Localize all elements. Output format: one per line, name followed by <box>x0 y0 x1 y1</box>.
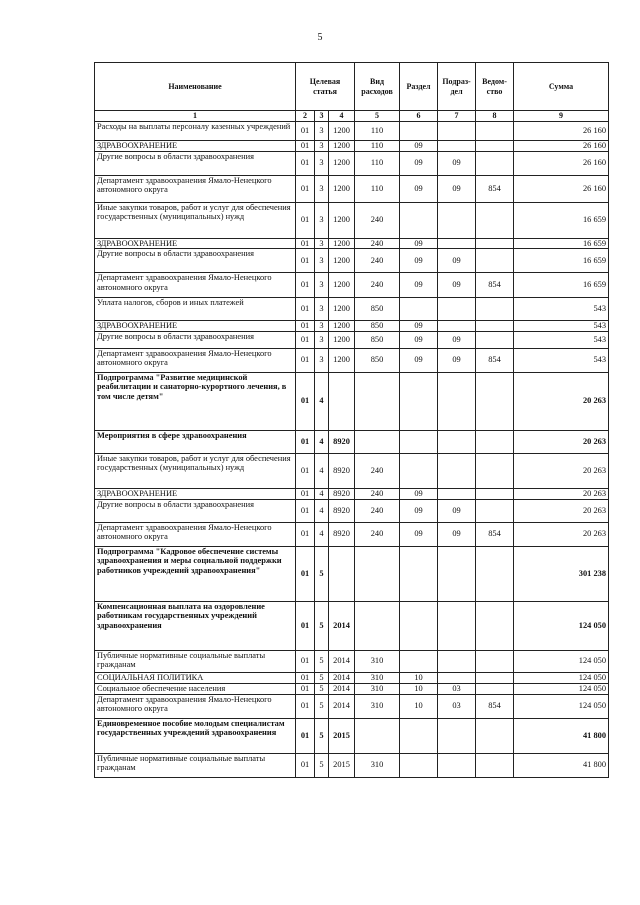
cell-section: 09 <box>400 151 438 175</box>
cell-subsection <box>438 372 476 430</box>
cell-subsection <box>438 430 476 453</box>
cell-subsection <box>438 238 476 249</box>
table-row <box>95 488 609 499</box>
column-number: 4 <box>329 111 355 122</box>
cell-subprogram: 3 <box>315 151 329 175</box>
cell-department <box>476 430 514 453</box>
cell-sum: 124 050 <box>514 694 609 718</box>
cell-subprogram: 3 <box>315 140 329 151</box>
cell-section: 09 <box>400 331 438 348</box>
cell-direction: 8920 <box>329 499 355 522</box>
cell-subsection <box>438 672 476 683</box>
cell-direction <box>329 372 355 430</box>
cell-subprogram: 4 <box>315 430 329 453</box>
cell-program: 01 <box>296 650 315 672</box>
cell-department <box>476 546 514 601</box>
cell-expense-type: 310 <box>355 672 400 683</box>
table-row <box>95 151 609 175</box>
cell-sum: 124 050 <box>514 601 609 650</box>
table-row <box>95 372 609 430</box>
cell-department <box>476 238 514 249</box>
cell-department <box>476 121 514 140</box>
column-number: 2 <box>296 111 315 122</box>
cell-subsection <box>438 753 476 777</box>
cell-sum: 16 659 <box>514 238 609 249</box>
cell-department <box>476 650 514 672</box>
cell-subsection <box>438 298 476 321</box>
column-number: 7 <box>438 111 476 122</box>
cell-program: 01 <box>296 372 315 430</box>
cell-sum: 26 160 <box>514 175 609 202</box>
cell-department <box>476 140 514 151</box>
cell-department <box>476 202 514 238</box>
cell-subprogram: 4 <box>315 372 329 430</box>
cell-direction: 2015 <box>329 718 355 753</box>
cell-section <box>400 601 438 650</box>
table-row <box>95 683 609 694</box>
cell-name: Социальное обеспечение населения <box>95 683 296 694</box>
cell-subprogram: 5 <box>315 683 329 694</box>
cell-section: 09 <box>400 488 438 499</box>
cell-department <box>476 499 514 522</box>
column-number: 3 <box>315 111 329 122</box>
header-target: Целевая статья <box>296 63 355 111</box>
header-name: Наименование <box>95 63 296 111</box>
header-department: Ведом-ство <box>476 63 514 111</box>
cell-subsection: 09 <box>438 273 476 298</box>
cell-name: Подпрограмма "Развитие медицинской реабилитации и санаторно-курортного лечения, в том числе детям" <box>95 372 296 430</box>
cell-section <box>400 430 438 453</box>
cell-section <box>400 121 438 140</box>
cell-subsection: 03 <box>438 694 476 718</box>
column-number: 5 <box>355 111 400 122</box>
cell-direction: 1200 <box>329 298 355 321</box>
cell-expense-type: 110 <box>355 151 400 175</box>
cell-program: 01 <box>296 121 315 140</box>
cell-department <box>476 249 514 273</box>
cell-expense-type: 110 <box>355 140 400 151</box>
cell-name: ЗДРАВООХРАНЕНИЕ <box>95 321 296 332</box>
cell-section: 09 <box>400 249 438 273</box>
cell-expense-type: 240 <box>355 273 400 298</box>
cell-direction: 1200 <box>329 151 355 175</box>
cell-name: Уплата налогов, сборов и иных платежей <box>95 298 296 321</box>
cell-program: 01 <box>296 249 315 273</box>
cell-department: 854 <box>476 694 514 718</box>
table-row <box>95 321 609 332</box>
cell-program: 01 <box>296 522 315 546</box>
cell-section <box>400 453 438 488</box>
cell-section <box>400 650 438 672</box>
cell-subsection <box>438 718 476 753</box>
cell-name: Иные закупки товаров, работ и услуг для обеспечения государственных (муниципальных) нужд <box>95 202 296 238</box>
cell-subsection: 09 <box>438 499 476 522</box>
cell-expense-type: 240 <box>355 453 400 488</box>
header-section: Раздел <box>400 63 438 111</box>
cell-program: 01 <box>296 140 315 151</box>
cell-direction: 1200 <box>329 121 355 140</box>
cell-name: Департамент здравоохранения Ямало-Ненецкого автономного округа <box>95 348 296 372</box>
cell-expense-type: 310 <box>355 683 400 694</box>
cell-expense-type <box>355 601 400 650</box>
cell-program: 01 <box>296 273 315 298</box>
cell-sum: 124 050 <box>514 672 609 683</box>
cell-subsection: 09 <box>438 151 476 175</box>
cell-expense-type: 110 <box>355 121 400 140</box>
column-number: 9 <box>514 111 609 122</box>
table-row <box>95 238 609 249</box>
cell-subprogram: 5 <box>315 672 329 683</box>
cell-sum: 124 050 <box>514 683 609 694</box>
cell-direction: 8920 <box>329 522 355 546</box>
table-row <box>95 430 609 453</box>
cell-department <box>476 321 514 332</box>
cell-department <box>476 601 514 650</box>
table-row <box>95 298 609 321</box>
table-row <box>95 601 609 650</box>
cell-subsection <box>438 488 476 499</box>
cell-subsection <box>438 202 476 238</box>
column-number: 8 <box>476 111 514 122</box>
cell-sum: 41 800 <box>514 753 609 777</box>
cell-program: 01 <box>296 546 315 601</box>
column-number: 1 <box>95 111 296 122</box>
cell-subprogram: 5 <box>315 753 329 777</box>
table-row <box>95 140 609 151</box>
cell-subsection: 09 <box>438 331 476 348</box>
cell-name: Подпрограмма "Кадровое обеспечение системы здравоохранения и меры социальной поддержки работников учреждений здравоохранения" <box>95 546 296 601</box>
cell-department: 854 <box>476 348 514 372</box>
cell-name: ЗДРАВООХРАНЕНИЕ <box>95 140 296 151</box>
cell-subprogram: 4 <box>315 522 329 546</box>
cell-name: Другие вопросы в области здравоохранения <box>95 151 296 175</box>
budget-table <box>94 62 609 778</box>
cell-sum: 26 160 <box>514 121 609 140</box>
cell-subprogram: 3 <box>315 331 329 348</box>
table-row <box>95 499 609 522</box>
cell-subsection: 09 <box>438 348 476 372</box>
table-row <box>95 694 609 718</box>
cell-department: 854 <box>476 273 514 298</box>
cell-direction: 1200 <box>329 331 355 348</box>
cell-name: Единовременное пособие молодым специалистам государственных учреждений здравоохранения <box>95 718 296 753</box>
cell-section: 09 <box>400 273 438 298</box>
cell-section <box>400 202 438 238</box>
table-row <box>95 753 609 777</box>
cell-subprogram: 4 <box>315 488 329 499</box>
table-row <box>95 348 609 372</box>
cell-department <box>476 753 514 777</box>
table-body <box>95 121 609 777</box>
cell-department <box>476 298 514 321</box>
cell-direction <box>329 546 355 601</box>
cell-sum: 20 263 <box>514 430 609 453</box>
cell-expense-type: 240 <box>355 522 400 546</box>
cell-sum: 41 800 <box>514 718 609 753</box>
cell-department <box>476 683 514 694</box>
cell-name: Другие вопросы в области здравоохранения <box>95 499 296 522</box>
cell-sum: 16 659 <box>514 249 609 273</box>
header-row <box>95 63 609 111</box>
cell-name: Другие вопросы в области здравоохранения <box>95 331 296 348</box>
cell-department <box>476 488 514 499</box>
cell-subsection: 09 <box>438 522 476 546</box>
cell-department <box>476 372 514 430</box>
cell-subprogram: 3 <box>315 249 329 273</box>
cell-name: Публичные нормативные социальные выплаты гражданам <box>95 650 296 672</box>
cell-subsection: 09 <box>438 175 476 202</box>
cell-sum: 20 263 <box>514 372 609 430</box>
cell-subprogram: 3 <box>315 238 329 249</box>
cell-section: 09 <box>400 238 438 249</box>
cell-sum: 20 263 <box>514 522 609 546</box>
cell-subsection <box>438 140 476 151</box>
cell-expense-type <box>355 430 400 453</box>
cell-section: 10 <box>400 672 438 683</box>
cell-name: Департамент здравоохранения Ямало-Ненецкого автономного округа <box>95 273 296 298</box>
cell-program: 01 <box>296 331 315 348</box>
table-row <box>95 453 609 488</box>
cell-program: 01 <box>296 202 315 238</box>
cell-department <box>476 672 514 683</box>
cell-subsection <box>438 121 476 140</box>
cell-subprogram: 5 <box>315 546 329 601</box>
cell-program: 01 <box>296 488 315 499</box>
cell-expense-type: 110 <box>355 175 400 202</box>
cell-direction: 1200 <box>329 238 355 249</box>
cell-section: 09 <box>400 348 438 372</box>
cell-section <box>400 298 438 321</box>
cell-program: 01 <box>296 175 315 202</box>
cell-expense-type: 240 <box>355 238 400 249</box>
cell-department <box>476 151 514 175</box>
cell-direction: 1200 <box>329 202 355 238</box>
cell-program: 01 <box>296 601 315 650</box>
cell-name: Департамент здравоохранения Ямало-Ненецкого автономного округа <box>95 175 296 202</box>
cell-direction: 8920 <box>329 453 355 488</box>
cell-program: 01 <box>296 499 315 522</box>
cell-program: 01 <box>296 683 315 694</box>
cell-section: 10 <box>400 683 438 694</box>
cell-name: СОЦИАЛЬНАЯ ПОЛИТИКА <box>95 672 296 683</box>
cell-sum: 543 <box>514 348 609 372</box>
cell-subsection: 03 <box>438 683 476 694</box>
cell-direction: 1200 <box>329 249 355 273</box>
cell-subprogram: 3 <box>315 202 329 238</box>
cell-expense-type: 240 <box>355 488 400 499</box>
cell-direction: 1200 <box>329 321 355 332</box>
cell-subprogram: 5 <box>315 694 329 718</box>
cell-section <box>400 372 438 430</box>
cell-name: ЗДРАВООХРАНЕНИЕ <box>95 488 296 499</box>
cell-sum: 301 238 <box>514 546 609 601</box>
cell-department <box>476 331 514 348</box>
cell-expense-type: 850 <box>355 331 400 348</box>
cell-direction: 2014 <box>329 694 355 718</box>
cell-direction: 8920 <box>329 488 355 499</box>
cell-sum: 20 263 <box>514 499 609 522</box>
cell-direction: 2014 <box>329 672 355 683</box>
cell-subsection <box>438 453 476 488</box>
cell-name: Департамент здравоохранения Ямало-Ненецкого автономного округа <box>95 694 296 718</box>
column-numbers-row <box>95 111 609 122</box>
cell-section: 09 <box>400 140 438 151</box>
cell-program: 01 <box>296 672 315 683</box>
cell-subsection <box>438 601 476 650</box>
cell-subsection: 09 <box>438 249 476 273</box>
cell-program: 01 <box>296 298 315 321</box>
page-number: 5 <box>317 32 323 43</box>
cell-direction: 1200 <box>329 175 355 202</box>
cell-section: 09 <box>400 175 438 202</box>
cell-expense-type: 240 <box>355 249 400 273</box>
cell-program: 01 <box>296 321 315 332</box>
cell-section <box>400 718 438 753</box>
cell-section <box>400 546 438 601</box>
cell-program: 01 <box>296 753 315 777</box>
table-row <box>95 175 609 202</box>
cell-department: 854 <box>476 175 514 202</box>
header-subsection: Подраз-дел <box>438 63 476 111</box>
cell-section: 09 <box>400 522 438 546</box>
table-row <box>95 331 609 348</box>
cell-program: 01 <box>296 453 315 488</box>
cell-direction: 2015 <box>329 753 355 777</box>
cell-expense-type: 240 <box>355 202 400 238</box>
cell-section <box>400 753 438 777</box>
cell-direction: 1200 <box>329 273 355 298</box>
cell-name: Мероприятия в сфере здравоохранения <box>95 430 296 453</box>
cell-program: 01 <box>296 694 315 718</box>
cell-expense-type <box>355 372 400 430</box>
cell-sum: 124 050 <box>514 650 609 672</box>
table-row <box>95 718 609 753</box>
cell-sum: 20 263 <box>514 488 609 499</box>
table-row <box>95 672 609 683</box>
table-row <box>95 273 609 298</box>
cell-sum: 543 <box>514 321 609 332</box>
header-type: Вид расходов <box>355 63 400 111</box>
cell-direction: 2014 <box>329 650 355 672</box>
cell-name: Департамент здравоохранения Ямало-Ненецкого автономного округа <box>95 522 296 546</box>
cell-expense-type: 240 <box>355 499 400 522</box>
cell-expense-type <box>355 546 400 601</box>
column-number: 6 <box>400 111 438 122</box>
cell-subprogram: 3 <box>315 121 329 140</box>
cell-program: 01 <box>296 348 315 372</box>
table-row <box>95 249 609 273</box>
table-row <box>95 522 609 546</box>
cell-sum: 16 659 <box>514 202 609 238</box>
cell-program: 01 <box>296 718 315 753</box>
cell-expense-type: 850 <box>355 298 400 321</box>
cell-subprogram: 4 <box>315 499 329 522</box>
cell-name: Компенсационная выплата на оздоровление работникам государственных учреждений здравоохранения <box>95 601 296 650</box>
cell-subprogram: 3 <box>315 321 329 332</box>
cell-direction: 8920 <box>329 430 355 453</box>
cell-subprogram: 3 <box>315 175 329 202</box>
cell-sum: 20 263 <box>514 453 609 488</box>
cell-subsection <box>438 650 476 672</box>
cell-name: Иные закупки товаров, работ и услуг для обеспечения государственных (муниципальных) нужд <box>95 453 296 488</box>
table-row <box>95 650 609 672</box>
cell-subsection <box>438 546 476 601</box>
cell-direction: 2014 <box>329 601 355 650</box>
cell-subprogram: 3 <box>315 298 329 321</box>
table-row <box>95 121 609 140</box>
cell-name: Публичные нормативные социальные выплаты гражданам <box>95 753 296 777</box>
cell-subprogram: 5 <box>315 601 329 650</box>
cell-section: 09 <box>400 499 438 522</box>
cell-subprogram: 3 <box>315 273 329 298</box>
cell-sum: 26 160 <box>514 140 609 151</box>
cell-sum: 543 <box>514 298 609 321</box>
cell-subprogram: 4 <box>315 453 329 488</box>
cell-expense-type <box>355 718 400 753</box>
header-sum: Сумма <box>514 63 609 111</box>
cell-subprogram: 5 <box>315 718 329 753</box>
cell-department <box>476 718 514 753</box>
cell-direction: 2014 <box>329 683 355 694</box>
cell-department: 854 <box>476 522 514 546</box>
cell-expense-type: 850 <box>355 321 400 332</box>
cell-direction: 1200 <box>329 140 355 151</box>
table-row <box>95 546 609 601</box>
table-row <box>95 202 609 238</box>
cell-name: Другие вопросы в области здравоохранения <box>95 249 296 273</box>
cell-subprogram: 3 <box>315 348 329 372</box>
cell-sum: 543 <box>514 331 609 348</box>
cell-expense-type: 310 <box>355 694 400 718</box>
cell-direction: 1200 <box>329 348 355 372</box>
cell-expense-type: 310 <box>355 753 400 777</box>
cell-subsection <box>438 321 476 332</box>
cell-sum: 16 659 <box>514 273 609 298</box>
cell-expense-type: 310 <box>355 650 400 672</box>
cell-subprogram: 5 <box>315 650 329 672</box>
cell-program: 01 <box>296 238 315 249</box>
cell-name: ЗДРАВООХРАНЕНИЕ <box>95 238 296 249</box>
cell-section: 10 <box>400 694 438 718</box>
cell-name: Расходы на выплаты персоналу казенных учреждений <box>95 121 296 140</box>
cell-section: 09 <box>400 321 438 332</box>
cell-expense-type: 850 <box>355 348 400 372</box>
cell-program: 01 <box>296 430 315 453</box>
cell-sum: 26 160 <box>514 151 609 175</box>
cell-program: 01 <box>296 151 315 175</box>
cell-department <box>476 453 514 488</box>
